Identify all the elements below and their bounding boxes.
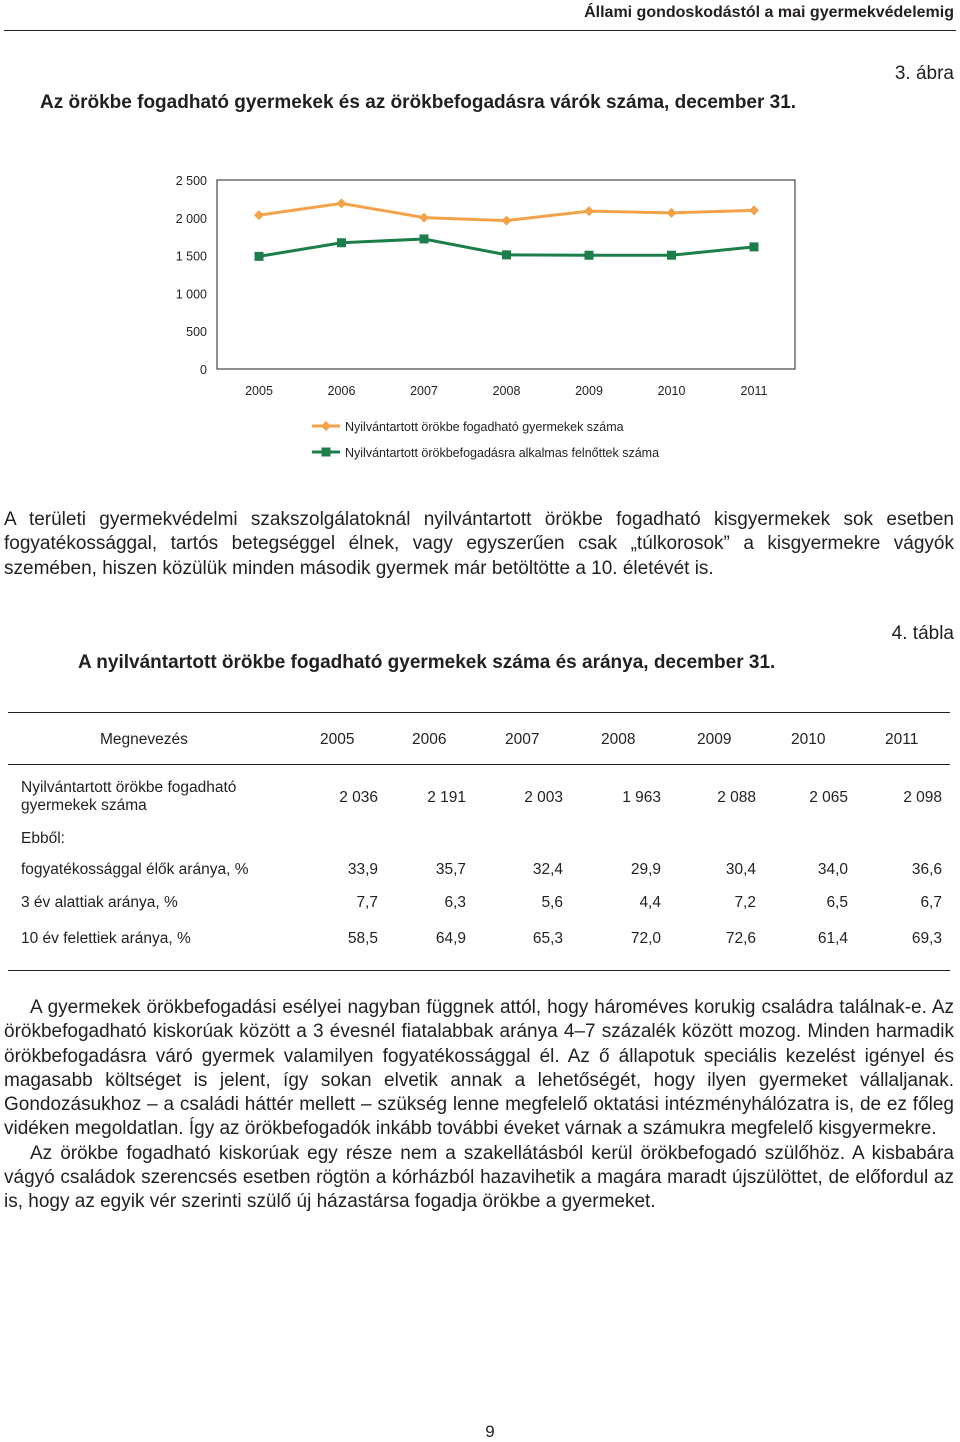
table-cell: 58,5 <box>347 930 378 947</box>
table-cell: 29,9 <box>630 861 661 878</box>
data-point-marker <box>254 210 264 220</box>
table-cell: 34,0 <box>817 861 848 878</box>
legend-label: Nyilvántartott örökbefogadásra alkalmas felnőttek száma <box>345 446 660 460</box>
table-cell: 7,7 <box>356 894 378 911</box>
table-cell: 33,9 <box>347 861 378 878</box>
paragraph-1 <box>4 508 954 581</box>
row-label: Nyilvántartott örökbe fogadható <box>21 779 237 796</box>
row-label: Ebből: <box>21 830 65 847</box>
table-header-year: 2005 <box>320 731 355 748</box>
table-cell: 2 191 <box>427 789 466 806</box>
row-label: fogyatékossággal élők aránya, % <box>21 861 249 878</box>
data-point-marker <box>502 250 511 259</box>
table-cell: 1 963 <box>622 789 661 806</box>
row-label: gyermekek száma <box>21 797 147 814</box>
page-number: 9 <box>485 1422 495 1441</box>
table-cell: 36,6 <box>911 861 942 878</box>
legend-swatch-marker <box>322 448 331 457</box>
table-header-year: 2010 <box>791 731 826 748</box>
table-header-year: 2011 <box>885 731 919 748</box>
chart-legend <box>312 420 659 460</box>
paragraph-1-text: A területi gyermekvédelmi szakszolgálatoknál nyilvántartott örökbe fogadható kisgyermekek sok esetben fogyatékossággal, tartós betegséggel élnek, vagy egyszerűen csak „túlkorosok” a kisgyermekre vágyók szemében, hiszen közülük minden második gyermek már betöltötte a 10. életévét is. <box>4 509 954 579</box>
y-tick-label: 0 <box>200 363 207 377</box>
table-cell: 72,0 <box>630 930 661 947</box>
data-point-marker <box>419 213 429 223</box>
y-axis-ticks <box>176 174 207 377</box>
table-cell: 30,4 <box>725 861 756 878</box>
data-point-marker <box>585 251 594 260</box>
table-cell: 35,7 <box>435 861 466 878</box>
y-tick-label: 2 500 <box>175 174 207 188</box>
table-cell: 64,9 <box>435 930 466 947</box>
table-header-rule <box>8 764 950 765</box>
table-cell: 65,3 <box>532 930 563 947</box>
table-cell: 6,7 <box>920 894 942 911</box>
table-top-rule <box>8 712 950 713</box>
y-tick-label: 2 000 <box>175 211 207 226</box>
data-point-marker <box>667 251 676 260</box>
y-tick-label: 1 000 <box>175 287 207 302</box>
table-title: A nyilvántartott örökbe fogadható gyermekek száma és aránya, december 31. <box>78 652 776 673</box>
table-header-year: 2006 <box>412 731 447 748</box>
x-tick-label: 2011 <box>740 384 768 398</box>
row-label: 10 év felettiek aránya, % <box>21 930 191 947</box>
table-bottom-rule <box>8 970 950 971</box>
data-point-marker <box>337 238 346 247</box>
series-layer <box>254 198 759 260</box>
table-header-year: 2008 <box>601 731 636 748</box>
data-point-marker <box>667 208 677 218</box>
table-cell: 6,3 <box>444 894 466 911</box>
x-tick-label: 2009 <box>575 384 603 398</box>
table-cell: 2 098 <box>903 789 942 806</box>
figure-number: 3. ábra <box>894 63 954 84</box>
table-cell: 5,6 <box>541 894 563 911</box>
data-point-marker <box>584 206 594 216</box>
x-tick-label: 2006 <box>327 384 356 398</box>
header-rule <box>4 30 956 31</box>
table-header-year: 2009 <box>697 731 732 748</box>
data-point-marker <box>255 252 264 261</box>
data-point-marker <box>750 242 759 251</box>
x-axis-ticks <box>245 384 767 398</box>
table-cell: 32,4 <box>532 861 563 878</box>
table-cell: 69,3 <box>911 930 942 947</box>
x-tick-label: 2008 <box>492 384 521 398</box>
table-cell: 6,5 <box>826 894 848 911</box>
figure-title: Az örökbe fogadható gyermekek és az örökbefogadásra várók száma, december 31. <box>40 92 797 113</box>
table-cell: 2 003 <box>524 789 563 806</box>
table-cell: 2 036 <box>339 789 378 806</box>
table-cell: 2 088 <box>717 789 756 806</box>
legend-label: Nyilvántartott örökbe fogadható gyermekek száma <box>345 420 624 434</box>
table-cell: 61,4 <box>817 930 848 947</box>
data-point-marker <box>502 216 512 226</box>
table-cell: 2 065 <box>809 789 848 806</box>
table-cell: 4,4 <box>639 894 661 911</box>
data-point-marker <box>749 205 759 215</box>
x-tick-label: 2005 <box>245 384 273 398</box>
table-header-year: 2007 <box>505 731 540 748</box>
table-header-label: Megnevezés <box>100 731 188 748</box>
x-tick-label: 2010 <box>657 384 686 398</box>
table-cell: 72,6 <box>725 930 756 947</box>
data-point-marker <box>420 234 429 243</box>
paragraph-2-text: A gyermekek örökbefogadási esélyei nagyban függnek attól, hogy hároméves korukig családra találnak-e. Az örökbefogadható kiskorúak között a 3 évesnél fiatalabbak aránya 4–7 százalék között mozog. Minden harmadik örökbefogadásra váró gyermek valamilyen fogyatékossággal él. Az ő állapotuk speciális kezelést igényel és magasabb költséget is jelent, így sokan elvetik annak a lehetőségét, hogy ilyen gyermeket vállaljanak. Gondozásukhoz – a családi háttér mellett – szükség lenne megfelelő oktatási intézményhálózatra is, de ez főleg vidéken megoldatlan. Így az örökbefogadók inkább további éveket várnak a számukra megfelelő kisgyermekre. <box>4 997 954 1140</box>
legend-swatch-marker <box>321 421 331 431</box>
y-tick-label: 1 500 <box>175 249 207 264</box>
data-point-marker <box>337 198 347 208</box>
paragraph-2 <box>4 996 954 1215</box>
line-chart <box>0 160 960 480</box>
paragraph-3-text: Az örökbe fogadható kiskorúak egy része nem a szakellátásból kerül örökbefogadó szülőhöz. A kisbabára vágyó családok szerencsés esetben rögtön a kórházból hazavihetik a magára maradt újszülöttet, de előfordul az is, hogy az egyik vér szerinti szülő új házastársa fogadja örökbe a gyermeket. <box>4 1142 954 1213</box>
table-number: 4. tábla <box>891 623 954 644</box>
x-tick-label: 2007 <box>410 384 438 398</box>
running-header: Állami gondoskodástól a mai gyermekvédelemig <box>584 4 954 21</box>
row-label: 3 év alattiak aránya, % <box>21 894 178 911</box>
table-cell: 7,2 <box>734 894 756 911</box>
y-tick-label: 500 <box>186 325 207 340</box>
